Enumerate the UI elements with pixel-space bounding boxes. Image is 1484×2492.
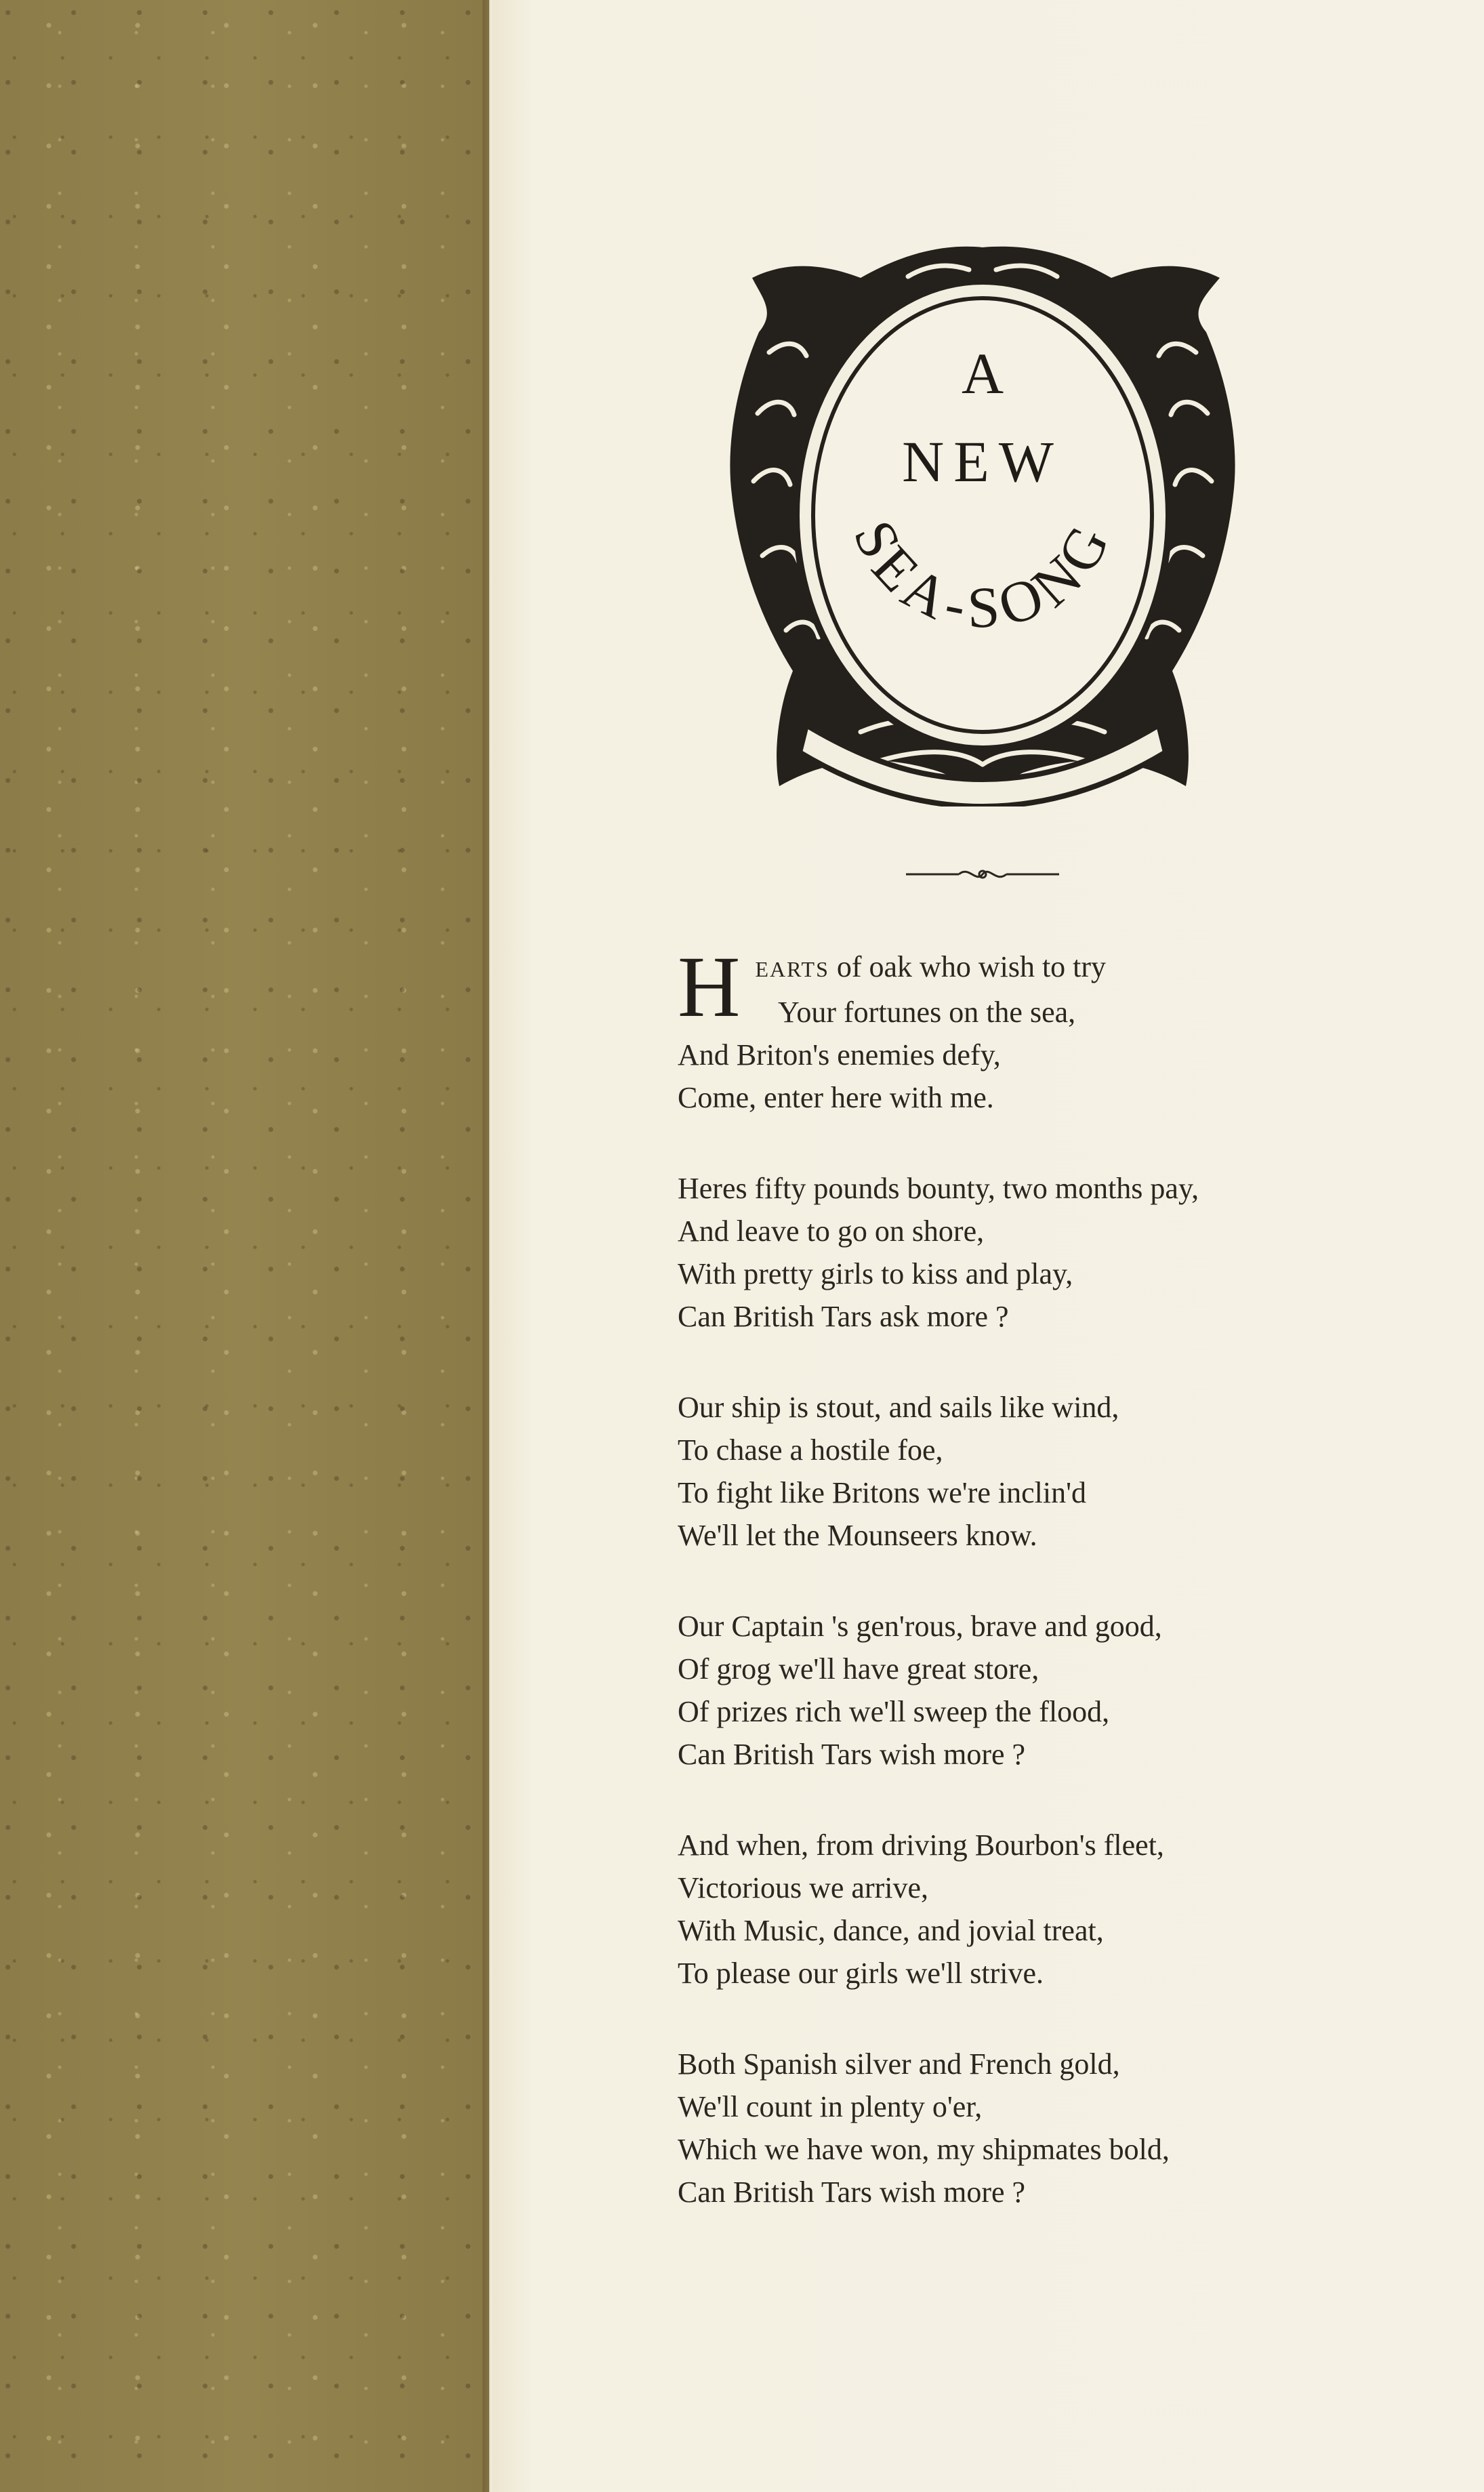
stanza-2 bbox=[678, 1167, 1355, 1338]
poem-line: Can British Tars wish more ? bbox=[678, 2176, 1026, 2209]
poem-line: Can British Tars wish more ? bbox=[678, 1738, 1026, 1771]
drop-cap: H bbox=[678, 939, 741, 1035]
stanza-5 bbox=[678, 1824, 1355, 1995]
poem-line: Our ship is stout, and sails like wind, bbox=[678, 1391, 1119, 1424]
stanza-3 bbox=[678, 1386, 1355, 1557]
poem-line: Which we have won, my shipmates bold, bbox=[678, 2133, 1170, 2166]
title-emblem bbox=[705, 237, 1260, 806]
poem-line: We'll count in plenty o'er, bbox=[678, 2090, 983, 2123]
title-arc: SEA-SONG bbox=[841, 509, 1125, 640]
poem-line: Victorious we arrive, bbox=[678, 1871, 929, 1904]
poem-line bbox=[678, 945, 1355, 991]
poem-line: Of prizes rich we'll sweep the flood, bbox=[678, 1695, 1110, 1728]
ornament-divider bbox=[905, 864, 1060, 884]
binding-strip bbox=[0, 0, 489, 2492]
poem-line: Heres fifty pounds bounty, two months pay, bbox=[678, 1172, 1199, 1205]
poem-line: Can British Tars ask more ? bbox=[678, 1300, 1009, 1333]
poem-line: We'll let the Mounseers know. bbox=[678, 1519, 1037, 1552]
poem-line: And Briton's enemies defy, bbox=[678, 1038, 1001, 1071]
poem-line: To chase a hostile foe, bbox=[678, 1433, 943, 1467]
stanza-4 bbox=[678, 1605, 1355, 1776]
poem-line: To fight like Britons we're inclin'd bbox=[678, 1476, 1087, 1509]
poem-line: And when, from driving Bourbon's fleet, bbox=[678, 1829, 1164, 1862]
poem-line: Both Spanish silver and French gold, bbox=[678, 2047, 1120, 2081]
stanza-1 bbox=[678, 939, 1355, 1119]
poem-line: Our Captain 's gen'rous, brave and good, bbox=[678, 1610, 1162, 1643]
knot-rule-icon bbox=[905, 864, 1060, 884]
spine-shadow bbox=[482, 0, 492, 2492]
title-word-new: NEW bbox=[902, 429, 1063, 494]
poem bbox=[678, 939, 1355, 2262]
cartouche-icon bbox=[705, 237, 1260, 806]
poem-line-text: of oak who wish to try bbox=[829, 950, 1107, 983]
poem-line: Of grog we'll have great store, bbox=[678, 1652, 1039, 1686]
poem-line: Your fortunes on the sea, bbox=[778, 996, 1076, 1029]
first-word-smallcaps: EARTS bbox=[755, 957, 829, 981]
poem-line: To please our girls we'll strive. bbox=[678, 1957, 1044, 1990]
poem-line: And leave to go on shore, bbox=[678, 1214, 985, 1248]
poem-line: With pretty girls to kiss and play, bbox=[678, 1257, 1073, 1290]
poem-line: Come, enter here with me. bbox=[678, 1081, 994, 1114]
stanza-6 bbox=[678, 2043, 1355, 2213]
poem-line: With Music, dance, and jovial treat, bbox=[678, 1914, 1104, 1947]
title-word-a: A bbox=[961, 341, 1004, 406]
